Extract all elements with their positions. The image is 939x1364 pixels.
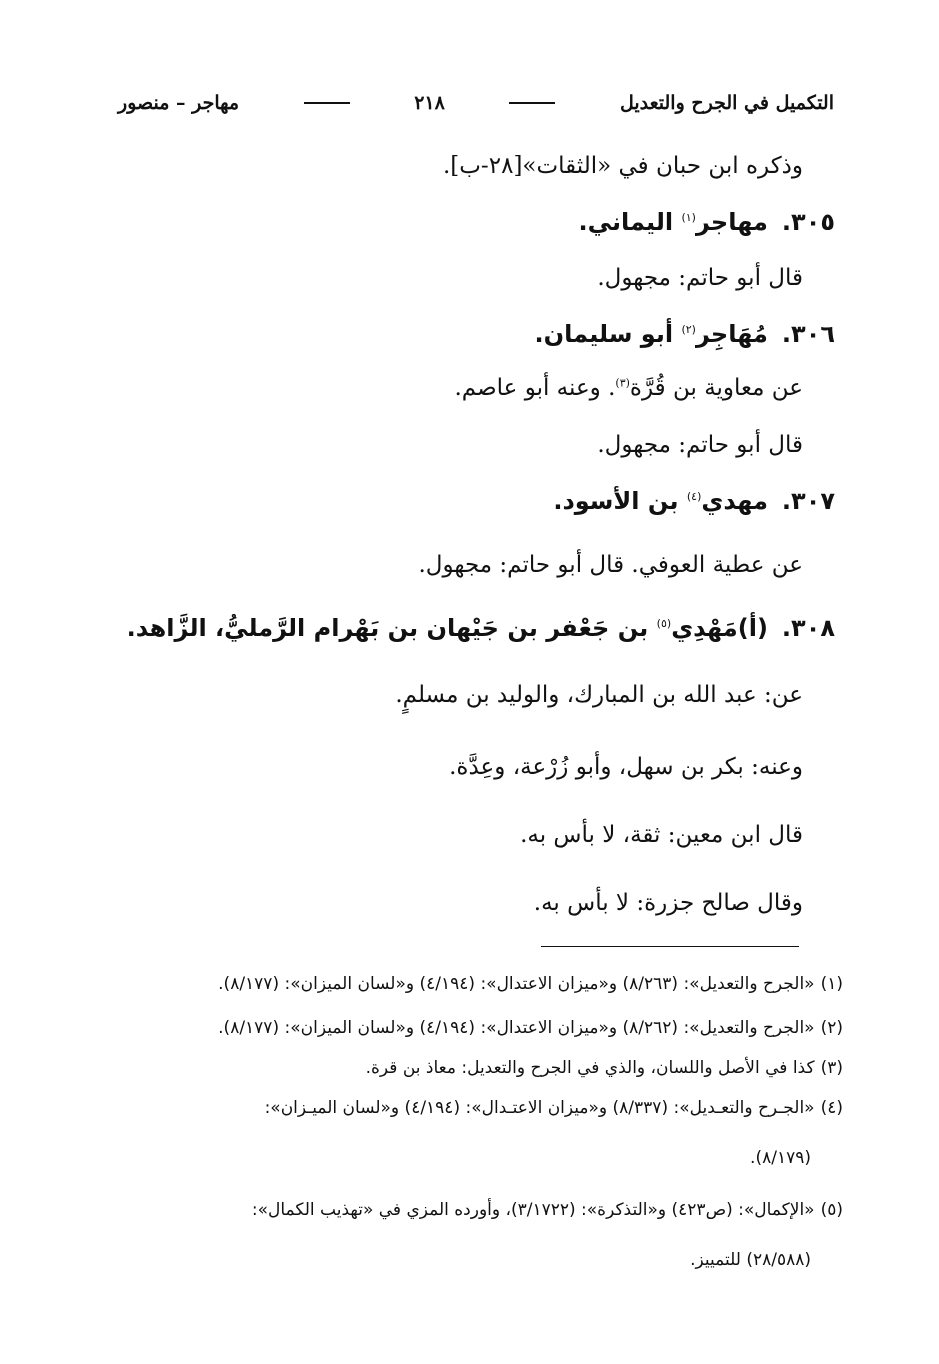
entry-name-rest: بن الأسود. [553,487,679,515]
entry-308-heading [127,614,835,643]
footnote-text: «الجـرح والتعـديل»: (٨/٣٣٧) و«ميزان الاعتـدال»: (٤/١٩٤) و«لسان الميـزان»: [264,1098,815,1118]
footnote-ref: (٥) [656,617,672,630]
body-text: عن معاوية بن قُرَّة [629,375,803,401]
header-rule [509,102,555,104]
footnote-text: (٨/١٧٩). [750,1148,811,1168]
entry-name: مُهَاجِر [695,320,768,348]
entry-305-heading [579,208,835,237]
body-line: قال ابن معين: ثقة، لا بأس به. [520,822,803,848]
footnote-text: «الجرح والتعديل»: (٨/٢٦٣) و«ميزان الاعتدال»: (٤/١٩٤) و«لسان الميزان»: (٨/١٧٧). [218,974,815,994]
body-line: قال أبو حاتم: مجهول. [597,432,803,458]
footnote-ref: (٣) [615,376,630,390]
footnote [218,974,843,994]
footnote [218,1018,843,1038]
footnote-number: (٢) [820,1018,843,1038]
footnote-ref: (٢) [681,323,696,336]
footnote-separator [541,946,799,947]
footnote-text: كذا في الأصل واللسان، والذي في الجرح والتعديل: معاذ بن قرة. [365,1058,815,1078]
footnote-number: (٤) [820,1098,843,1118]
body-line: وعنه: بكر بن سهل، وأبو زُرْعة، وعِدَّة. [449,754,803,780]
footnote-number: (٣) [820,1058,843,1078]
entry-number: ٣٠٦. [781,320,835,348]
body-line: عن عطية العوفي. قال أبو حاتم: مجهول. [418,552,803,578]
body-line: عن: عبد الله بن المبارك، والوليد بن مسلمٍ. [395,682,803,708]
page-number: ٢١٨ [414,92,445,114]
header-rule [304,102,350,104]
entry-name: مهدي [701,487,768,515]
footnote [366,1058,843,1078]
footnote [252,1200,843,1220]
body-line [455,375,804,403]
footnote-number: (٥) [820,1200,843,1220]
entry-307-heading [553,487,835,516]
footnote-ref: (١) [681,211,696,224]
entry-number: ٣٠٧. [781,487,835,515]
footnote-text: (٢٨/٥٨٨) للتمييز. [690,1250,811,1270]
footnote-ref: (٤) [686,490,702,503]
entry-name-rest: بن جَعْفر بن جَيْهان بن بَهْرام الرَّمليُّ، الزَّاهد. [126,614,649,642]
entry-number: ٣٠٨. [781,614,835,642]
footnote-text: «الجرح والتعديل»: (٨/٢٦٢) و«ميزان الاعتدال»: (٤/١٩٤) و«لسان الميزان»: (٨/١٧٧). [218,1018,815,1038]
entry-name: (أ)مَهْدِي [671,614,768,642]
body-line: وقال صالح جزرة: لا بأس به. [533,890,803,916]
running-header [118,86,834,120]
body-line: وذكره ابن حبان في «الثقات»[٢٨-ب]. [443,153,803,179]
entry-number: ٣٠٥. [781,208,835,236]
entry-name-rest: أبو سليمان. [534,320,674,348]
footnote-text: «الإكمال»: (ص٤٢٣) و«التذكرة»: (٣/١٧٢٢)، وأورده المزي في «تهذيب الكمال»: [251,1200,815,1220]
book-title: التكميل في الجرح والتعديل [619,92,834,114]
entry-name: مهاجر [695,208,768,236]
footnote-number: (١) [820,974,843,994]
footnote-continuation [750,1148,811,1168]
body-text: . وعنه أبو عاصم. [454,375,616,401]
section-range: مهاجر – منصور [118,92,240,114]
entry-306-heading [535,320,835,349]
body-line: قال أبو حاتم: مجهول. [597,265,803,291]
footnote-continuation [690,1250,811,1270]
entry-name-rest: اليماني. [578,208,674,236]
footnote [265,1098,843,1118]
